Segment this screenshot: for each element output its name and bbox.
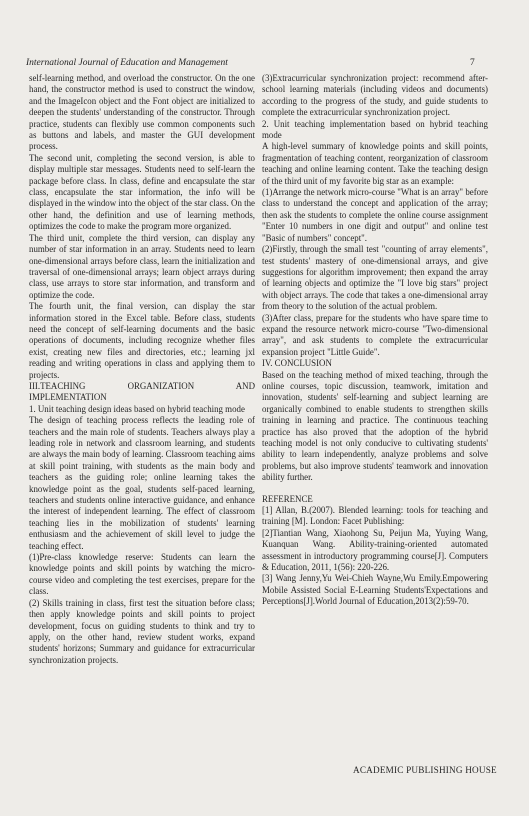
- paragraph: The second unit, completing the second version, is able to display multiple star messages. Students need to self-learn the package before class. In class, define and encapsulate the star class, encapsulate the star information, the info will be displayed in the window into the object of the star class. On the other hand, the definition and use of learning methods, optimizes the code to make the program more organized.: [29, 152, 255, 232]
- paragraph: Based on the teaching method of mixed teaching, through the online courses, topic discussion, teamwork, imitation and innovation, students' self-learning and subject learning are organically combined to enable students to strengthen skills training in learning and practice. The continuous teaching practice has also proved that the adoption of the hybrid teaching model is not only conducive to cultivating students' ability to learn independently, analyze problems and solve problems, but also improve students' teamwork and innovation ability further.: [262, 369, 488, 483]
- journal-title: International Journal of Education and Management: [26, 58, 228, 68]
- paragraph: (3)Extracurricular synchronization project: recommend after-school learning materials (including videos and documents) according to the progress of the study, and guide students to complete the extracurricular synchronization project.: [262, 73, 488, 118]
- paragraph: (2)Firstly, through the small test "counting of array elements", test students' mastery of one-dimensional arrays, and give suggestions for algorithm improvement; then expand the array of learning objects and optimize the "I love big stars" project with object arrays. The code that takes a one-dimensional array from theory to the solution of the actual problem.: [262, 244, 488, 312]
- reference-item: [2]Tiantian Wang, Xiaohong Su, Peijun Ma, Yuying Wang, Kuanquan Wang. Ability-training-oriented automated assessment in introductory programming course[J]. Computers & Education, 2011, 1(56): 220-226.: [262, 527, 488, 573]
- paragraph: (2) Skills training in class, first test the situation before class; then apply knowledge points and skill points to project development, focus on guiding students to think and try to apply, on the other hand, review student works, expand students' horizons; Summary and guidance for extracurricular synchronization projects.: [29, 597, 255, 665]
- reference-item: [3] Wang Jenny,Yu Wei-Chieh Wayne,Wu Emily.Empowering Mobile Assisted Social E-Learning Students'Expectations and Perceptions[J].World Journal of Education,2013(2):59-70.: [262, 573, 488, 607]
- paragraph: (3)After class, prepare for the students who have spare time to expand the resource network micro-course "Two-dimensional array", and ask students to complete the extracurricular expansion project "Little Guide".: [262, 312, 488, 357]
- paragraph: The third unit, complete the third version, can display any number of star information in an array. Students need to learn one-dimensional arrays before class, learn the initialization and traversal of one-dimensional arrays; learn object arrays during class, use arrays to store star information, and transform and optimize the code.: [29, 232, 255, 300]
- paragraph: (1)Pre-class knowledge reserve: Students can learn the knowledge points and skill points by watching the micro-course video and completing the test exercises, prepare for the class.: [29, 552, 255, 597]
- reference-item: [1] Allan, B.(2007). Blended learning: tools for teaching and training [M]. London: Facet Publishing:: [262, 505, 488, 527]
- section-heading: IV. CONCLUSION: [262, 358, 332, 369]
- subsection-heading: 1. Unit teaching design ideas based on hybrid teaching mode: [29, 403, 245, 414]
- section-heading: III.TEACHING ORGANIZATION AND IMPLEMENTATION: [29, 380, 255, 403]
- paragraph: The fourth unit, the final version, can display the star information stored in the Excel table. Before class, students need the concept of self-learning documents and the basic operations of documents, including recognize whether files exist, creating new files and directories, etc.; learning jxl reading and writing operations in class and applying them to projects.: [29, 301, 255, 380]
- paragraph: self-learning method, and overload the constructor. On the one hand, the constructor method is used to construct the window, and the ImageIcon object and the Font object are initialized to deepen the students' understanding of the constructor. Through practice, students can flexibly use common components such as buttons and labels, and master the GUI development process.: [29, 73, 255, 152]
- publisher-footer: ACADEMIC PUBLISHING HOUSE: [353, 765, 497, 775]
- references-heading: REFERENCE: [262, 493, 313, 504]
- paragraph: A high-level summary of knowledge points and skill points, fragmentation of teaching content, reorganization of classroom teaching and online learning content. Take the teaching design of the third unit of my favorite big star as an example:: [262, 141, 488, 186]
- subsection-heading: 2. Unit teaching implementation based on hybrid teaching mode: [262, 118, 488, 141]
- paragraph: (1)Arrange the network micro-course "What is an array" before class to understand the concept and application of the array; then ask the students to complete the online course assignment "Enter 10 numbers in one digit and output" and online test "Basic of numbers" concept".: [262, 187, 488, 243]
- page-number: 7: [470, 58, 475, 68]
- right-column: [262, 73, 488, 608]
- paragraph: The design of teaching process reflects the leading role of teachers and the main role of students. Teachers always play a leading role in network and classroom learning, and students are always the main body of learning. Classroom teaching aims at skill point training, with students as the main body and teachers as the guiding role; online learning takes the knowledge point as the goal, students self-paced learning, teachers and students online interactive guidance, and enhance the interest of independent learning. The effect of classroom teaching lies in the mobilization of students' learning enthusiasm and the achievement of skill level to judge the teaching effect.: [29, 415, 255, 551]
- spacer: [262, 484, 488, 494]
- left-column: [29, 73, 255, 666]
